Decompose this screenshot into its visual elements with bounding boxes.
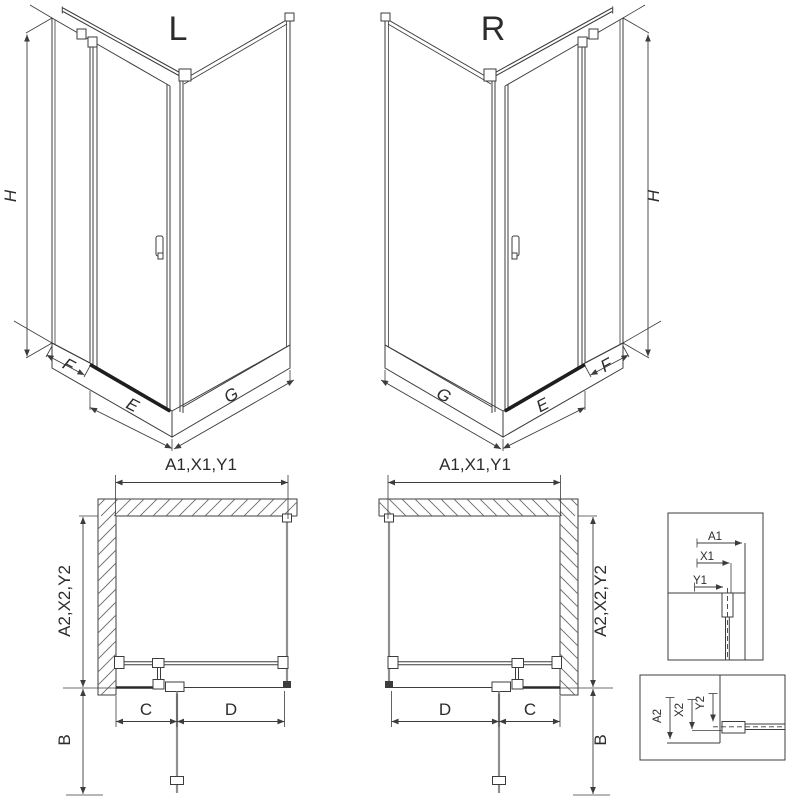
plan-left-fixed-segment-label: C xyxy=(139,700,153,719)
plan-right-width-label: A1,X1,Y1 xyxy=(439,455,511,474)
iso-view-left xyxy=(14,5,294,451)
plan-view-left xyxy=(63,475,300,795)
detail-y2-label: Y2 xyxy=(695,695,707,711)
dim-height-left: H xyxy=(1,189,20,203)
dim-height-right: H xyxy=(644,189,663,203)
detail-x1-label: X1 xyxy=(699,551,715,563)
corner-bar-fitting xyxy=(179,69,191,81)
iso-view-right xyxy=(381,5,661,451)
dim-side-right: G xyxy=(433,383,455,407)
plan-right-depth-label: A2,X2,Y2 xyxy=(591,565,610,637)
variant-left-title: L xyxy=(168,10,188,48)
open-door-handle xyxy=(171,777,184,785)
plan-left-door-segment-label: D xyxy=(224,700,238,719)
dim-door-left: E xyxy=(123,394,142,417)
dim-fixed-left: F xyxy=(59,354,78,376)
plan-right-door-segment-label: D xyxy=(438,700,452,719)
plan-left-width-label: A1,X1,Y1 xyxy=(165,455,237,474)
plan-right-fixed-segment-label: C xyxy=(523,700,537,719)
dim-door-right: E xyxy=(533,394,552,417)
plan-left-door-swing-label: B xyxy=(55,734,74,746)
detail-a1-label: A1 xyxy=(707,531,723,543)
detail-x2-label: X2 xyxy=(674,702,686,718)
plan-view-right xyxy=(376,475,613,795)
variant-right-title: R xyxy=(480,10,506,48)
detail-a2-label: A2 xyxy=(652,708,664,724)
dim-fixed-right: F xyxy=(597,354,616,376)
plan-right-door-swing-label: B xyxy=(591,734,610,746)
dim-side-left: G xyxy=(220,383,242,407)
plan-left-depth-label: A2,X2,Y2 xyxy=(55,565,74,637)
detail-y1-label: Y1 xyxy=(692,575,708,587)
